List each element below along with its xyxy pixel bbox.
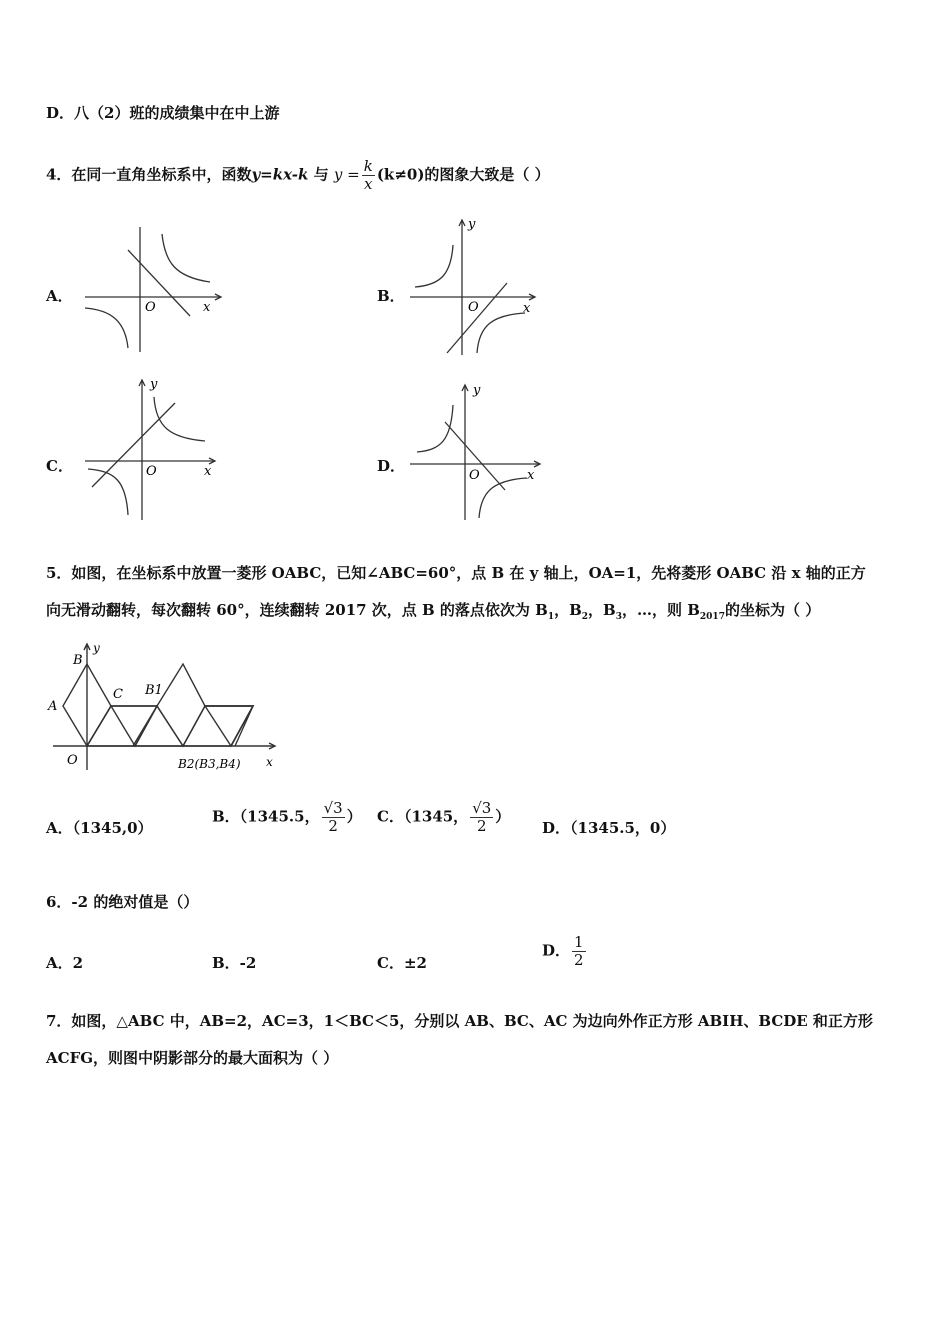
label-b2: B2(B3,B4) [178,757,241,771]
line-graph [92,403,175,487]
q5-l2g: ，…，则 B [622,601,700,619]
q4-frac-den: x [362,175,375,193]
q6-opt-b: B．-2 [212,954,257,972]
q4-graph-b [405,215,545,360]
q5-stem-line2 [46,600,820,627]
q3-option-d: D．八（2）班的成绩集中在中上游 [46,104,280,122]
frac-den: 2 [322,817,345,835]
q5-opt-c-frac [470,800,493,835]
y-label: y [150,377,158,392]
edge [235,706,253,746]
edge [133,706,157,746]
q4-label-b: B． [377,287,405,305]
q5-rhombus-figure [45,640,280,775]
q6-stem: 6．-2 的绝对值是（） [46,893,199,911]
hyperbola-branch-upper [154,397,205,441]
frac-den: 2 [470,817,493,835]
q4-frac-num: k [363,157,373,175]
q5-opt-b-pre: B．（1345.5， [212,807,320,826]
q5-opt-d: D．（1345.5，0） [542,819,676,837]
frac-den: 2 [574,951,584,969]
rhombus-flip-3 [157,664,205,746]
rhombus-flip-1-tri [111,706,157,746]
q5-l2a: 向无滑动翻转，每次翻转 60°，连续翻转 2017 次，点 B 的落点依次为 B [46,601,548,619]
q5-opt-b [212,800,362,835]
hyperbola-branch-upper [162,234,210,282]
y-label: y [473,383,481,398]
hyperbola-branch-upper [417,405,453,452]
origin-label: O [468,300,479,315]
label-x: x [266,755,273,769]
q4-prefix: 4．在同一直角坐标系中，函数 [46,165,252,184]
hyperbola-branch-lower [88,469,128,515]
q5-opt-c-post: ） [495,807,511,826]
label-b1: B1 [145,683,163,698]
x-label: x [523,301,531,316]
q4-graph-d [405,380,550,525]
q4-graph-c [80,375,225,525]
q6-opt-d-label: D． [542,941,571,960]
q5-l2b: 1 [547,612,555,622]
q5-l2e: ，B [588,601,616,619]
q4-graph-a [80,222,230,357]
line-graph [128,250,190,316]
x-label: x [204,464,212,479]
q5-l2h: 2017 [699,612,725,622]
hyperbola-branch-lower [479,478,527,518]
q7-stem-line1: 7．如图，△ABC 中，AB=2，AC=3，1＜BC＜5，分别以 AB、BC、AC 为边向外作正方形 ABIH、BCDE 和正方形 [46,1012,873,1030]
origin-label: O [146,464,157,479]
label-b: B [73,653,83,668]
q4-cond: (k≠0)的图象大致是（ ） [376,165,550,184]
q4-mid: 与 [313,165,329,184]
q6-opt-d-frac [572,934,586,969]
hyperbola-branch-lower [477,313,525,353]
q5-stem-line1: 5．如图，在坐标系中放置一菱形 OABC，已知∠ABC=60°，点 B 在 y 轴上，OA=1，先将菱形 OABC 沿 x 轴的正方 [46,564,866,582]
q4-frac-lhs: y = [333,165,360,184]
frac-num: √3 [472,799,492,817]
q5-opt-a: A．（1345,0） [46,819,153,837]
label-o: O [67,753,78,768]
frac-num: √3 [323,799,343,817]
label-y: y [93,641,100,655]
hyperbola-branch-lower [85,308,128,348]
q5-l2f: 3 [615,612,622,622]
q4-func1: y=kx-k [251,165,309,184]
label-c: C [113,687,123,702]
q6-opt-d [542,934,588,969]
rhombus-flip-4-tri [205,706,253,746]
q7-stem-line2: ACFG，则图中阴影部分的最大面积为（ ） [46,1049,339,1067]
origin-label: O [145,300,156,315]
q5-l2d: 2 [581,612,589,622]
edge [205,706,253,746]
q5-opt-c-pre: C．（1345， [377,807,469,826]
q4-stem [46,158,550,193]
rhombus-flip-2 [135,706,183,746]
q6-opt-a: A．2 [46,954,84,972]
q4-fraction [362,158,375,193]
q4-label-a: A． [46,287,73,305]
label-a: A [48,699,58,714]
x-label: x [527,468,535,483]
origin-label: O [469,468,480,483]
q4-label-d: D． [377,457,406,475]
q5-opt-b-frac [322,800,345,835]
q4-label-c: C． [46,457,73,475]
hyperbola-branch-upper [415,245,453,287]
y-label: y [468,217,476,232]
x-label: x [203,300,211,315]
q6-opt-c: C．±2 [377,954,427,972]
q5-l2c: ，B [554,601,582,619]
frac-num: 1 [574,933,584,951]
q5-opt-c [377,800,510,835]
q5-l2i: 的坐标为（ ） [724,601,821,619]
q5-opt-b-post: ） [346,807,362,826]
